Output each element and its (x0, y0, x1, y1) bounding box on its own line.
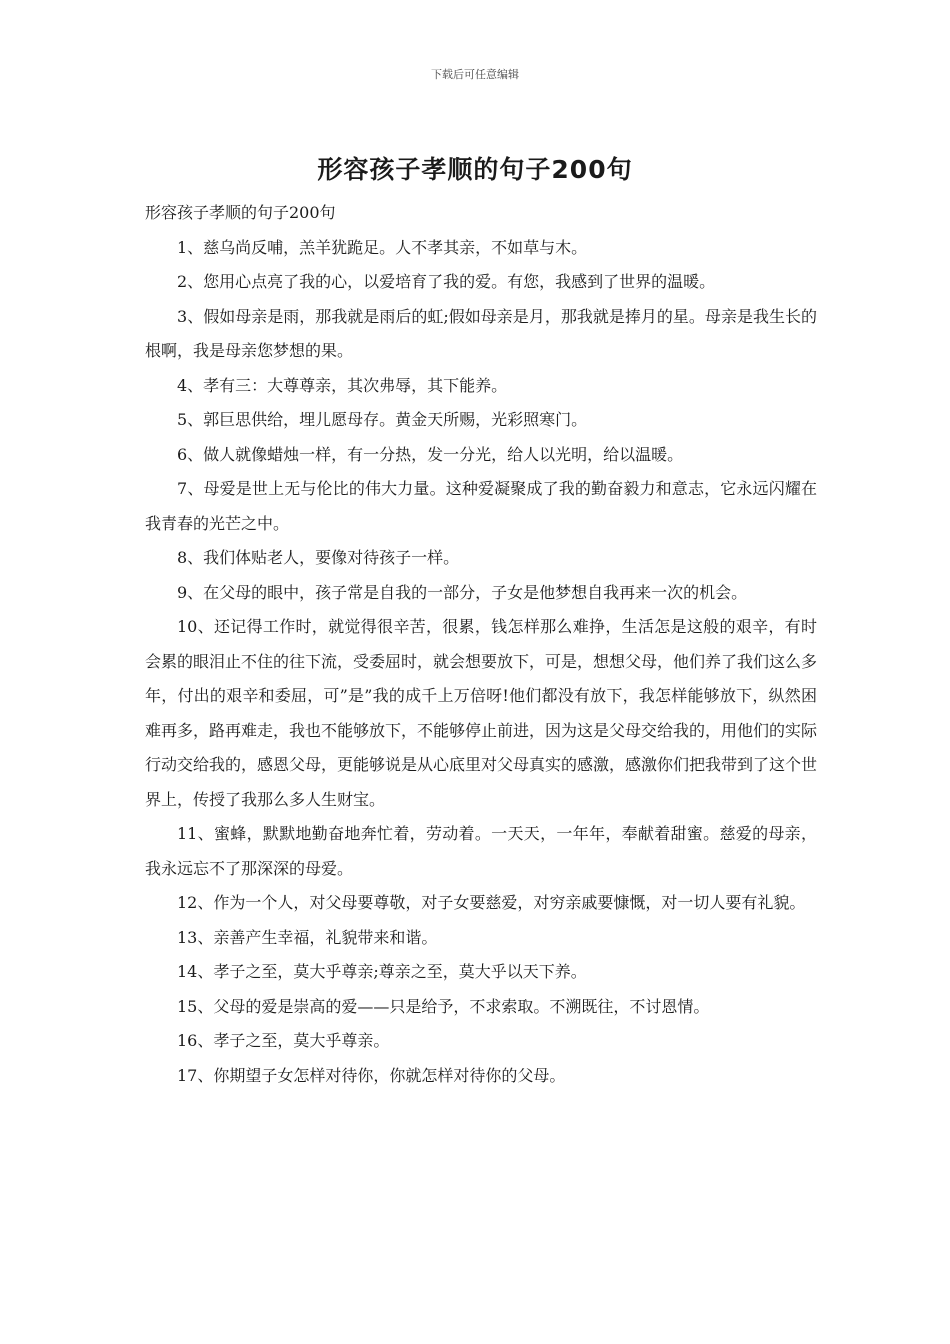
list-item: 7、母爱是世上无与伦比的伟大力量。这种爱凝聚成了我的勤奋毅力和意志，它永远闪耀在我青春的光芒之中。 (145, 479, 817, 533)
list-item: 2、您用心点亮了我的心，以爱培育了我的爱。有您，我感到了世界的温暖。 (177, 272, 716, 291)
list-item: 16、孝子之至，莫大乎尊亲。 (177, 1031, 390, 1050)
list-item: 13、亲善产生幸福，礼貌带来和谐。 (177, 927, 438, 947)
list-item: 17、你期望子女怎样对待你，你就怎样对待你的父母。 (177, 1065, 566, 1085)
list-item: 15、父母的爱是崇高的爱——只是给予，不求索取。不溯既往，不讨恩情。 (177, 996, 710, 1016)
list-item: 12、作为一个人，对父母要尊敬，对子女要慈爱，对穷亲戚要慷慨，对一切人要有礼貌。 (177, 893, 806, 912)
list-item: 3、假如母亲是雨，那我就是雨后的虹;假如母亲是月，那我就是捧月的星。母亲是我生长的根啊，我是母亲您梦想的果。 (145, 306, 817, 360)
page-header: 下载后可任意编辑 (431, 68, 519, 81)
list-item: 1、慈乌尚反哺，羔羊犹跪足。人不孝其亲，不如草与木。 (177, 237, 588, 257)
document-title: 形容孩子孝顺的句子200句 (317, 155, 633, 184)
list-item: 14、孝子之至，莫大乎尊亲;尊亲之至，莫大乎以天下养。 (177, 962, 587, 981)
list-item: 11、蜜蜂，默默地勤奋地奔忙着，劳动着。一天天，一年年，奉献着甜蜜。慈爱的母亲，我永远忘不了那深深的母爱。 (145, 824, 817, 878)
list-item: 6、做人就像蜡烛一样，有一分热，发一分光，给人以光明，给以温暖。 (177, 444, 684, 464)
list-item: 10、还记得工作时，就觉得很辛苦，很累，钱怎样那么难挣，生活怎是这般的艰辛，有时会累的眼泪止不住的往下流，受委屈时，就会想要放下，可是，想想父母，他们养了我们这么多年，付出的艰辛和委屈，可”是”我的成千上万倍呀!他们都没有放下，我怎样能够放下，纵然困难再多，路再难走，我也不能够放下，不能够停止前进，因为这是父母交给我的，用他们的实际行动交给我的，感恩父母，更能够说是从心底里对父母真实的感激，感激你们把我带到了这个世界上，传授了我那么多人生财宝。 (145, 617, 818, 809)
subtitle-line: 形容孩子孝顺的句子200句 (145, 203, 336, 222)
list-item: 5、郭巨思供给，埋儿愿母存。黄金天所赐，光彩照寒门。 (177, 410, 588, 429)
list-item: 9、在父母的眼中，孩子常是自我的一部分，子女是他梦想自我再来一次的机会。 (177, 582, 748, 602)
list-item: 4、孝有三：大尊尊亲，其次弗辱，其下能养。 (177, 375, 508, 395)
list-item: 8、我们体贴老人，要像对待孩子一样。 (177, 548, 460, 567)
document-body (145, 196, 817, 1093)
